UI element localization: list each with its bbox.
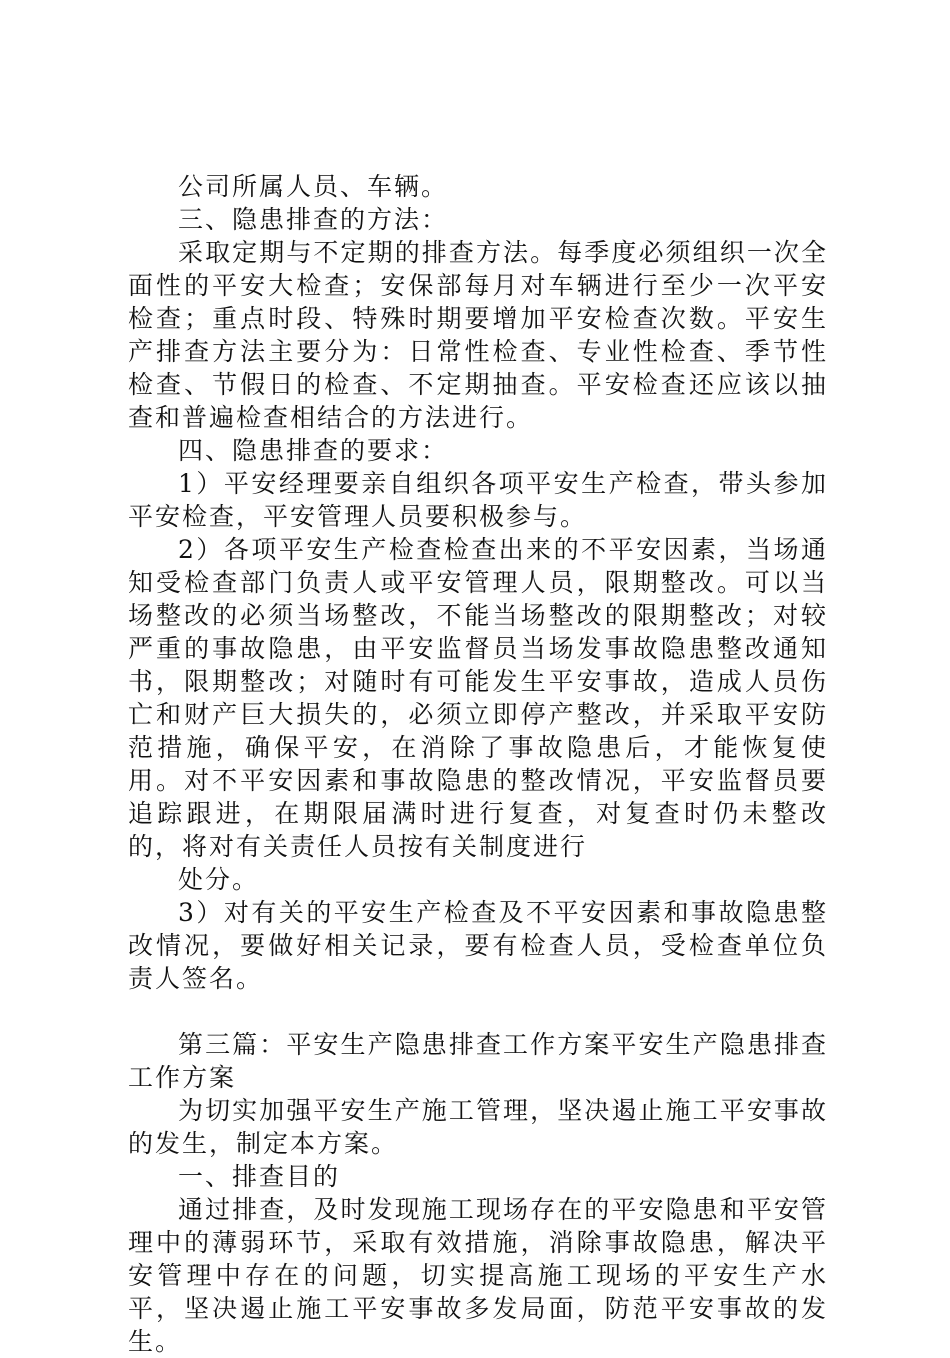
paragraph-purpose-intro: 为切实加强平安生产施工管理，坚决遏止施工平安事故的发生，制定本方案。	[128, 1096, 828, 1158]
paragraph-method: 采取定期与不定期的排查方法。每季度必须组织一次全面性的平安大检查；安保部每月对车辆进行至少一次平安检查；重点时段、特殊时期要增加平安检查次数。平安生产排查方法主要分为：日常性检查、专业性检查、季节性检查、节假日的检查、不定期抽查。平安检查还应该以抽查和普遍检查相结合的方法进行。	[128, 238, 828, 432]
heading-requirements: 四、隐患排查的要求：	[178, 436, 449, 465]
heading-objective: 一、排查目的	[178, 1162, 341, 1191]
paragraph-objective: 通过排查，及时发现施工现场存在的平安隐患和平安管理中的薄弱环节，采取有效措施，消除事故隐患，解决平安管理中存在的问题，切实提高施工现场的平安生产水平，坚决遏止施工平安事故多发局面，防范平安事故的发生。	[128, 1195, 828, 1356]
paragraph-requirement-3: 3）对有关的平安生产检查及不平安因素和事故隐患整改情况，要做好相关记录，要有检查人员，受检查单位负责人签名。	[128, 898, 828, 993]
paragraph-scope-end: 公司所属人员、车辆。	[178, 172, 449, 201]
paragraph-requirement-2: 2）各项平安生产检查检查出来的不平安因素，当场通知受检查部门负责人或平安管理人员，限期整改。可以当场整改的必须当场整改，不能当场整改的限期整改；对较严重的事故隐患，由平安监督员当场发事故隐患整改通知书，限期整改；对随时有可能发生平安事故，造成人员伤亡和财产巨大损失的，必须立即停产整改，并采取平安防范措施，确保平安，在消除了事故隐患后，才能恢复使用。对不平安因素和事故隐患的整改情况，平安监督员要追踪跟进，在期限届满时进行复查，对复查时仍未整改的，将对有关责任人员按有关制度进行	[128, 535, 828, 861]
document-page	[128, 170, 828, 1358]
section-title-part-three: 第三篇：平安生产隐患排查工作方案平安生产隐患排查工作方案	[128, 1030, 828, 1092]
paragraph-punishment: 处分。	[178, 865, 260, 894]
paragraph-requirement-1: 1）平安经理要亲自组织各项平安生产检查，带头参加平安检查，平安管理人员要积极参与。	[128, 469, 828, 531]
heading-method: 三、隐患排查的方法：	[178, 205, 449, 234]
section-gap	[128, 995, 828, 1028]
